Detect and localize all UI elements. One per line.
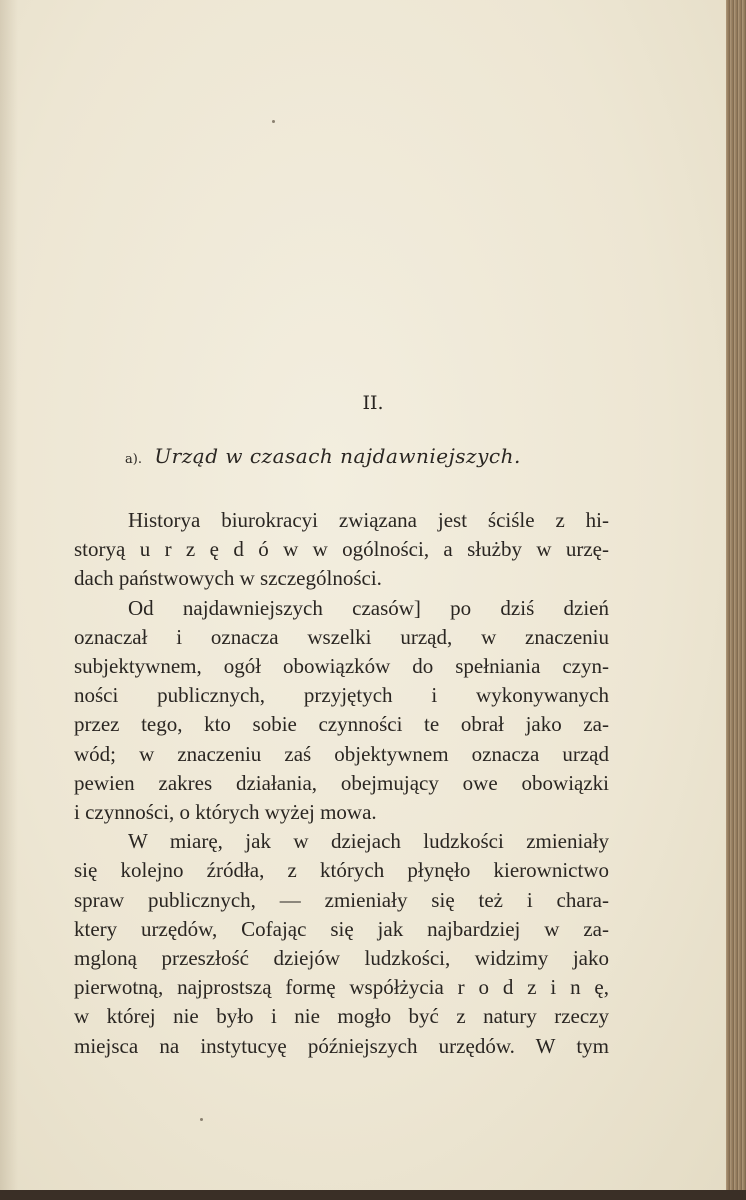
text-line: subjektywnem, ogół obowiązków do spełniania czyn- (74, 654, 609, 679)
text-line: Historya biurokracyi związana jest ściśle z hi- (128, 508, 609, 532)
text-line: storyą u r z ę d ó w w ogólności, a służby w urzę- (74, 537, 609, 562)
text-line: spraw publicznych, — zmieniały się też i chara- (74, 887, 609, 912)
text-line: przez tego, kto sobie czynności te obrał jako za- (74, 712, 609, 737)
text-line: mgloną przeszłość dziejów ludzkości, widzimy jako (74, 946, 609, 971)
text-line: pierwotną, najprostszą formę współżycia r o d z i n ę, (74, 975, 609, 1000)
section-heading (125, 444, 521, 468)
text-line: ktery urzędów, Cofając się jak najbardziej w za- (74, 916, 609, 941)
text-line: w której nie było i nie mogło być z natury rzeczy (74, 1004, 609, 1029)
text-line: miejsca na instytucyę późniejszych urzędów. W tym (74, 1033, 609, 1058)
spine-shadow (0, 0, 18, 1190)
text-line: oznaczał i oznacza wszelki urząd, w znaczeniu (74, 624, 609, 649)
text-line: dach państwowych w szczególności. (74, 566, 382, 591)
text-line: pewien zakres działania, obejmujący owe obowiązki (74, 770, 609, 795)
text-line: W miarę, jak w dziejach ludzkości zmieniały (128, 829, 609, 854)
paper-speck (272, 120, 275, 123)
page-bottom-edge (0, 1190, 746, 1200)
text-line: Od najdawniejszych czasów] po dziś dzień (128, 595, 609, 620)
section-title: Urząd w czasach najdawniejszych. (154, 444, 521, 468)
page-edges (726, 0, 746, 1200)
body-text (74, 506, 609, 1061)
text-line: ności publicznych, przyjętych i wykonywanych (74, 683, 609, 708)
text-line: się kolejno źródła, z których płynęło kierownictwo (74, 858, 609, 883)
text-line: i czynności, o których wyżej mowa. (74, 800, 377, 825)
section-marker: a). (125, 452, 142, 467)
text-line: wód; w znaczeniu zaś objektywnem oznacza urząd (74, 741, 609, 766)
paper-speck (200, 1118, 203, 1121)
chapter-number: II. (362, 392, 384, 414)
